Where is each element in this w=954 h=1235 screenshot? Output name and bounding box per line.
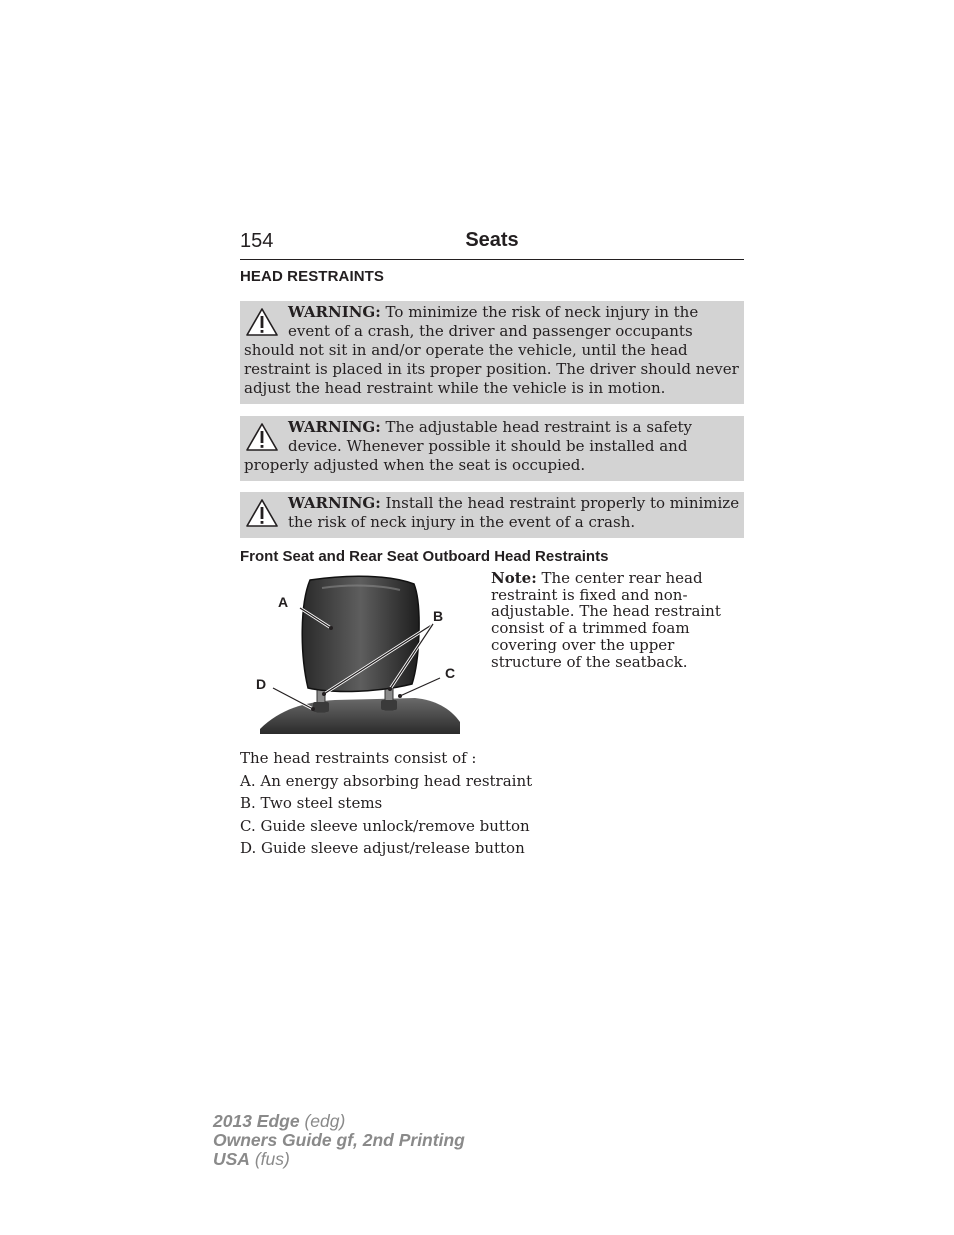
pointer-dot-a (329, 626, 333, 630)
guide-sleeve-left (313, 702, 329, 712)
list-item-d: D. Guide sleeve adjust/release button (240, 839, 525, 857)
warning-label: WARNING: (288, 418, 381, 436)
subheading: Front Seat and Rear Seat Outboard Head Restraints (240, 548, 609, 565)
footer-line-2: Owners Guide gf, 2nd Printing (213, 1130, 465, 1150)
warning-box-2 (240, 416, 744, 481)
warning-text: To minimize the risk of neck injury in the event of a crash, the driver and passenger occupants should not sit in and/or operate the vehicle, until the head restraint is placed in its proper position. The driver should never adjust the head restraint while the vehicle is in motion. (244, 303, 739, 397)
list-item-b: B. Two steel stems (240, 794, 383, 812)
leader-line-d (273, 688, 313, 709)
warning-text: The adjustable head restraint is a safety device. Whenever possible it should be installed and properly adjusted when the seat is occupied. (244, 418, 692, 474)
label-a: A (278, 594, 289, 610)
footer-line-3 (213, 1150, 465, 1169)
warning-triangle-icon (245, 305, 279, 339)
warning-box-1 (240, 301, 744, 404)
label-b: B (433, 608, 444, 624)
list-item-c: C. Guide sleeve unlock/remove button (240, 817, 530, 835)
page-number: 154 (240, 230, 274, 252)
warning-text: Install the head restraint properly to minimize the risk of neck injury in the event of a crash. (288, 494, 740, 531)
label-d: D (256, 676, 267, 692)
page-header (240, 228, 744, 260)
footer-model-code: (edg) (299, 1111, 346, 1131)
list-item-a: A. An energy absorbing head restraint (240, 772, 533, 790)
pointer-dot-d (311, 707, 315, 711)
footer-model: 2013 Edge (213, 1111, 300, 1131)
warning-label: WARNING: (288, 494, 381, 512)
head-restraint-illustration (240, 574, 464, 734)
footer-imprint (213, 1112, 465, 1169)
note-label: Note: (491, 569, 537, 587)
warning-triangle-icon (245, 496, 279, 530)
warning-box-3 (240, 492, 744, 538)
note-body: The center rear head restraint is fixed and non-adjustable. The head restraint consist of a trimmed foam covering over the upper structure of the seatback. (491, 569, 721, 671)
pointer-dot-c (398, 694, 402, 698)
pointer-dot-b (388, 687, 392, 691)
chapter-title: Seats (465, 229, 519, 251)
footer-market-code: (fus) (249, 1149, 290, 1169)
seatback-shape (260, 698, 460, 734)
footer-market: USA (213, 1149, 250, 1169)
note-text (491, 570, 749, 670)
guide-sleeve-right (381, 700, 397, 710)
warning-label: WARNING: (288, 303, 381, 321)
footer-line-1 (213, 1112, 465, 1131)
intro-text: The head restraints consist of : (240, 749, 477, 767)
warning-triangle-icon (245, 420, 279, 454)
section-title: HEAD RESTRAINTS (240, 268, 385, 285)
label-c: C (445, 665, 456, 681)
pointer-dot-b (322, 692, 326, 696)
